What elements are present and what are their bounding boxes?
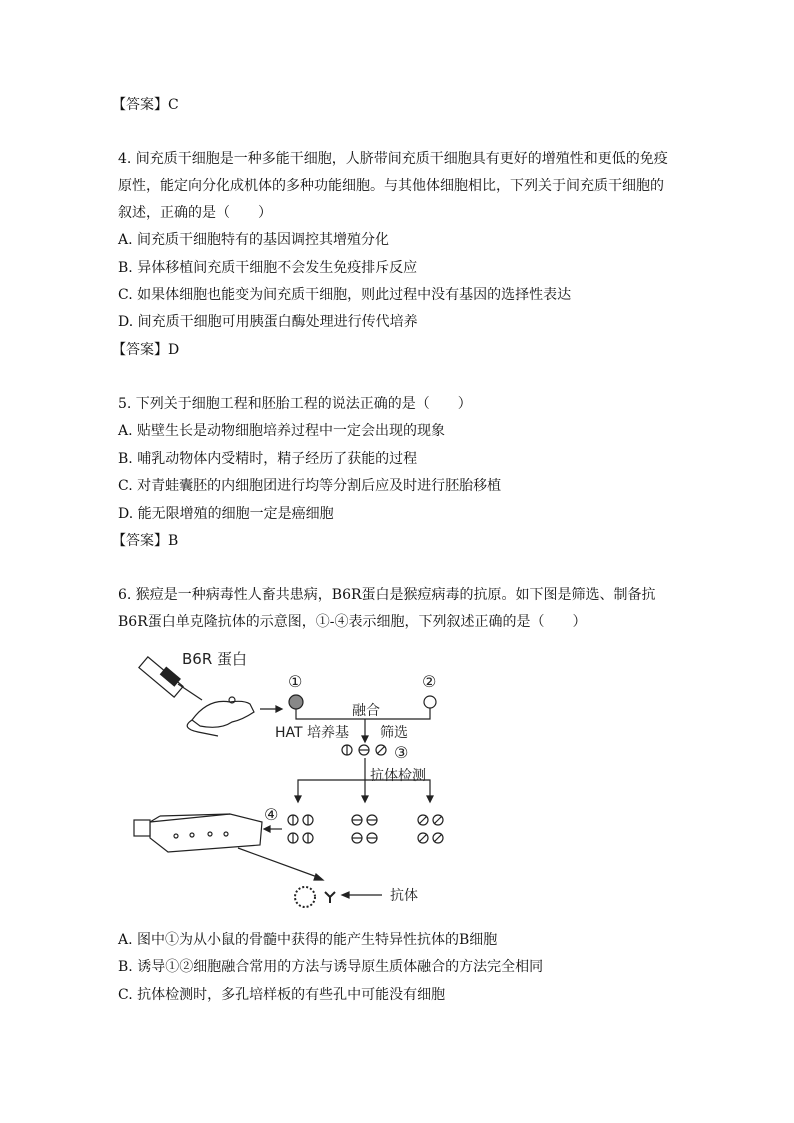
label-cell-1: ① [288,672,303,691]
label-antibody: 抗体 [390,888,418,904]
q4-stem-line: 原性，能定向分化成机体的多种功能细胞。与其他体细胞相比，下列关于间充质干细胞的 [118,178,664,194]
label-cell-2: ② [422,672,437,691]
q5-answer: 【答案】B [112,533,179,549]
q4-option-a: A. 间充质干细胞特有的基因调控其增殖分化 [118,232,390,248]
cell-2 [424,696,436,708]
q5-stem-line: 5. 下列关于细胞工程和胚胎工程的说法正确的是（ ） [118,396,472,412]
label-cell-3: ③ [394,743,409,762]
q4-stem-line: 叙述，正确的是（ ） [118,205,272,221]
q5-option-a: A. 贴壁生长是动物细胞培养过程中一定会出现的现象 [118,423,446,439]
q5-option-d: D. 能无限增殖的细胞一定是癌细胞 [118,506,334,522]
q6-option-c: C. 抗体检测时，多孔培样板的有些孔中可能没有细胞 [118,987,446,1003]
cell-1 [289,695,303,709]
q4-stem-line: 4. 间充质干细胞是一种多能干细胞，人脐带间充质干细胞具有更好的增殖性和更低的免疫 [118,151,668,167]
q6-stem-line: 6. 猴痘是一种病毒性人畜共患病，B6R蛋白是猴痘病毒的抗原。如下图是筛选、制备抗 [118,587,656,603]
culture-flask-icon [134,814,262,852]
antibody-icon [325,892,335,903]
label-hat-medium: HAT 培养基 [275,725,350,741]
label-screen: 筛选 [380,725,408,741]
virus-icon [295,887,315,907]
label-fusion: 融合 [352,703,380,719]
mouse-icon [187,697,254,736]
q4-option-c: C. 如果体细胞也能变为间充质干细胞，则此过程中没有基因的选择性表达 [118,287,572,303]
q5-option-c: C. 对青蛙囊胚的内细胞团进行均等分割后应及时进行胚胎移植 [118,478,502,494]
monoclonal-antibody-diagram [120,640,480,920]
q6-stem-line: B6R蛋白单克隆抗体的示意图，①-④表示细胞，下列叙述正确的是（ ） [118,614,587,630]
q4-answer: 【答案】D [112,342,180,358]
q4-option-b: B. 异体移植间充质干细胞不会发生免疫排斥反应 [118,260,418,276]
q5-option-b: B. 哺乳动物体内受精时，精子经历了获能的过程 [118,451,418,467]
label-antibody-detection: 抗体检测 [370,768,426,784]
q4-option-d: D. 间充质干细胞可用胰蛋白酶处理进行传代培养 [118,314,418,330]
label-antigen: B6R 蛋白 [182,650,248,668]
q6-option-b: B. 诱导①②细胞融合常用的方法与诱导原生质体融合的方法完全相同 [118,959,544,975]
answer-prev: 【答案】C [112,97,179,113]
label-cell-4: ④ [264,805,279,824]
hybridoma-cells [342,745,386,755]
q6-option-a: A. 图中①为从小鼠的骨髓中获得的能产生特异性抗体的B细胞 [118,932,498,948]
well-plate-cells [288,815,443,843]
